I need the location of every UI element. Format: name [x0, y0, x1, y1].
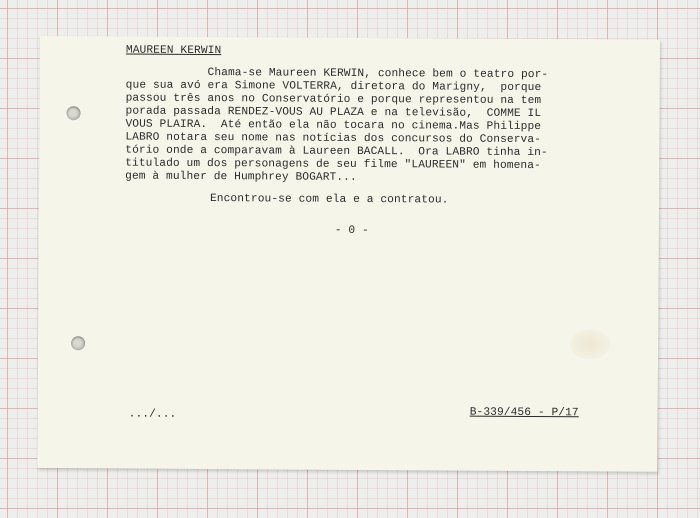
body-line: titulado um dos personagens de seu filme "LAUREEN" em homena-	[125, 157, 541, 173]
document-heading: MAUREEN KERWIN	[125, 44, 222, 58]
closing-line: Encontrou-se com ela e a contratou.	[209, 193, 449, 207]
paper-stain	[570, 329, 610, 359]
body-line: passou três anos no Conservatório e porque representou na tem	[125, 92, 542, 108]
body-line: Chama-se Maureen KERWIN, conhece bem o teatro por-	[125, 66, 549, 82]
index-card	[37, 36, 660, 472]
body-line: porada passada RENDEZ-VOUS AU PLAZA e na televisão, COMME IL	[125, 105, 542, 121]
body-line: gem à mulher de Humphrey BOGART...	[125, 170, 357, 184]
reference-code: B-339/456 - P/17	[469, 406, 579, 420]
continuation-mark: .../...	[128, 408, 177, 421]
section-separator: - 0 -	[334, 224, 369, 238]
body-line: LABRO notara seu nome nas notícias dos concursos do Conserva-	[125, 131, 542, 147]
body-line: tório onde a comparavam à Laureen BACALL. Ora LABRO tinha in-	[125, 144, 548, 160]
body-line: que sua avó era Simone VOLTERRA, diretora do Marigny, porque	[125, 79, 542, 95]
punch-hole	[66, 106, 80, 120]
body-line: VOUS PLAIRA. Até então ela não tocara no cinema.Mas Philippe	[125, 118, 542, 134]
punch-hole	[71, 336, 85, 350]
